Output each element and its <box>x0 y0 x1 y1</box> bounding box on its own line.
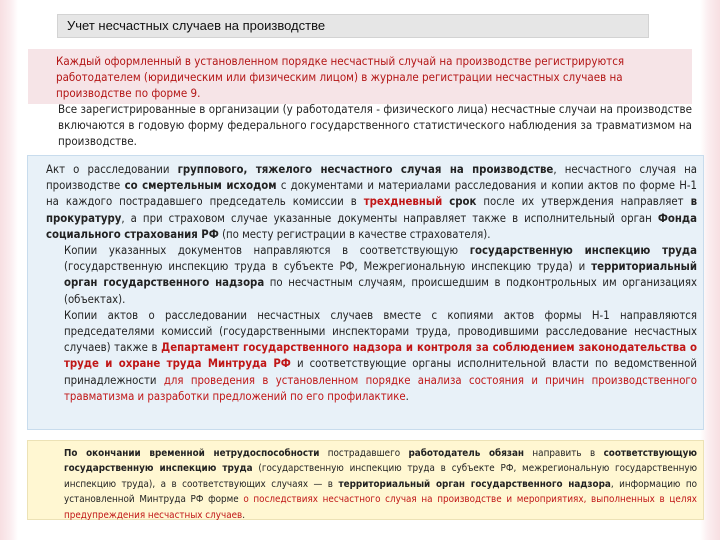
text-run: , несчастного случая на производстве <box>46 163 697 193</box>
text-run: с документами и материалами расследования и копии актов по форме Н-1 на каждого пострадавшего председатель комиссии в <box>46 179 697 209</box>
statistics-text: Все зарегистрированные в организации (у работодателя - физического лица) несчастные случаи на производстве включаются в годовую форму федерального государственного статистического наблюдения за травматизмом на производстве. <box>58 102 692 148</box>
registration-note <box>28 49 692 104</box>
slide-title: Учет несчастных случаев на производстве <box>67 18 326 33</box>
text-run: , информацию по установленной Минтруда РФ форме <box>64 478 697 506</box>
red-run: для проведения в установленном порядке анализа состояния и причин производственного травматизма и разработки предложений по его профилактике <box>64 373 697 403</box>
text-run: (государственную инспекцию труда в субъекте РФ, Межрегиональную инспекцию труда) и <box>64 260 592 274</box>
post-disability-paragraph <box>34 446 697 523</box>
red-bold-run: трехдневный <box>363 195 443 209</box>
bold-run: территориальный орган государственного надзора <box>338 478 611 490</box>
red-bold-run: Департамент государственного надзора и контроля за соблюдением законодательства о труде и охране труда Минтруда РФ <box>64 341 697 371</box>
bold-run: Фонда социального страхования РФ <box>46 211 697 241</box>
text-run: по несчастным случаям, происшедшим в подконтрольных им организациях (объектах). <box>64 276 697 306</box>
text-run: . <box>242 509 246 521</box>
text-run: Копии указанных документов направляются в соответствующую <box>64 244 470 258</box>
bold-run: государственную инспекцию труда <box>469 244 697 258</box>
text-run: и соответствующие органы исполнительной власти по ведомственной принадлежности <box>64 357 697 387</box>
title-bar <box>57 14 649 38</box>
red-run: о последствиях несчастного случая на производстве и мероприятиях, выполненных в целях предупреждения несчастных случаев <box>64 494 697 521</box>
text-run: (по месту регистрации в качестве страхователя). <box>218 227 491 241</box>
text-run: после их утверждения направляет <box>476 195 691 209</box>
investigation-paragraph-3 <box>34 308 697 405</box>
left-decorative-border <box>0 0 18 540</box>
investigation-block <box>27 155 704 430</box>
bold-run: со смертельным исходом <box>124 179 277 193</box>
text-run: Копии актов о расследовании несчастных случаев вместе с копиями актов формы Н-1 направляются председателями комиссий (государственными инспекторами труда, проводившими расследование несчастных случаев) также в <box>64 308 697 355</box>
statistics-paragraph <box>28 101 692 149</box>
text-run: направить в <box>524 448 604 459</box>
bold-run: территориальный орган государственного надзора <box>64 260 697 290</box>
text-run: , а при страховом случае указанные документы направляет также в исполнительный орган <box>121 211 658 225</box>
investigation-paragraph-1 <box>34 162 697 243</box>
registration-text: Каждый оформленный в установленном порядке несчастный случай на производстве регистрируются работодателем (юридическим или физическим лицом) в журнале регистрации несчастных случаев на производстве по форме 9. <box>56 54 625 100</box>
bold-run: в прокуратуру <box>46 195 697 225</box>
text-run: . <box>405 389 409 403</box>
investigation-paragraph-2 <box>34 243 697 308</box>
bold-run: работодатель обязан <box>408 448 525 459</box>
bold-run: По окончании временной нетрудоспособности <box>64 448 320 459</box>
text-run: (государственную инспекцию труда в субъекте РФ, межрегиональную государственную инспекцию труда), а в соответствующих случаях — в <box>64 463 697 490</box>
text-run: Акт о расследовании <box>46 163 178 176</box>
text-run: пострадавшего <box>319 448 409 459</box>
bold-run: группового, тяжелого несчастного случая на производстве <box>177 163 554 176</box>
bold-run: срок <box>449 195 477 209</box>
post-disability-block <box>27 440 704 520</box>
bold-run: соответствующую государственную инспекцию труда <box>64 448 697 475</box>
